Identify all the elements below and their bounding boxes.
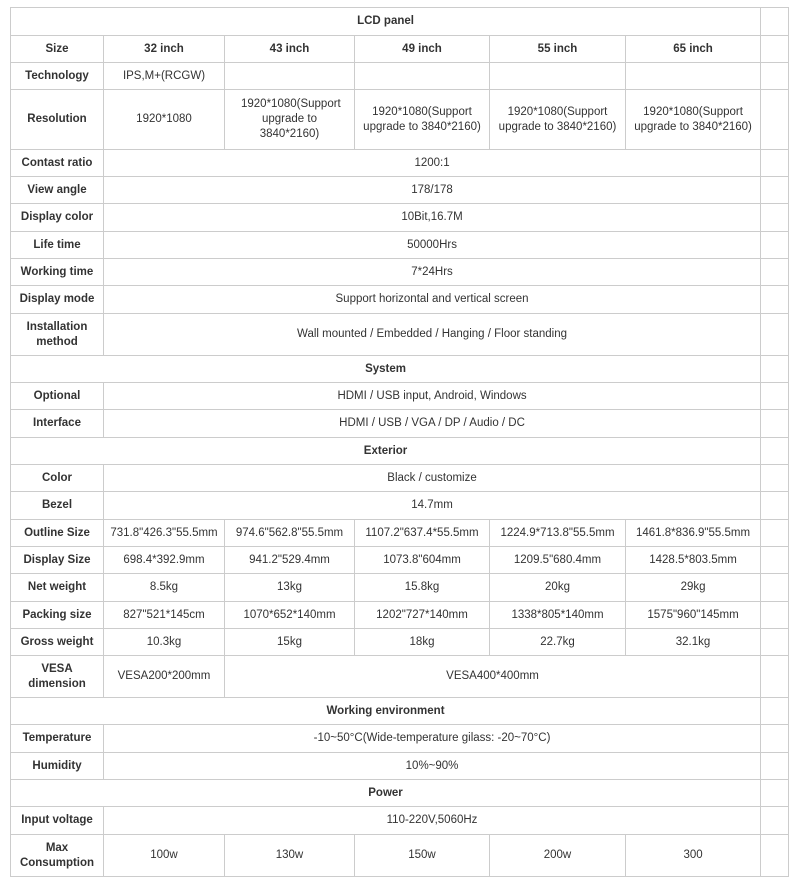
empty-cell [225,63,355,90]
max-consumption-65: 300 [626,835,761,877]
packing-43: 1070*652*140mm [225,602,355,629]
table-row [11,232,789,259]
outline-65: 1461.8*836.9"55.5mm [626,520,761,547]
table-row [11,807,789,835]
row-label-humidity: Humidity [11,753,104,780]
life-time-value: 50000Hrs [104,232,761,259]
display-size-55: 1209.5"680.4mm [490,547,626,574]
packing-49: 1202"727*140mm [355,602,490,629]
net-weight-43: 13kg [225,574,355,602]
section-title-environment: Working environment [11,698,761,725]
empty-cell [761,698,789,725]
size-header-43: 43 inch [225,36,355,63]
display-size-49: 1073.8"604mm [355,547,490,574]
empty-cell [761,150,789,177]
row-label-display-color: Display color [11,204,104,232]
technology-value: IPS,M+(RCGW) [104,63,225,90]
table-row [11,314,789,356]
empty-cell [761,8,789,36]
resolution-55: 1920*1080(Support upgrade to 3840*2160) [490,90,626,150]
empty-cell [761,204,789,232]
table-row [11,753,789,780]
row-label-resolution: Resolution [11,90,104,150]
display-size-43: 941.2"529.4mm [225,547,355,574]
table-row [11,204,789,232]
contrast-value: 1200:1 [104,150,761,177]
max-consumption-49: 150w [355,835,490,877]
max-consumption-32: 100w [104,835,225,877]
empty-cell [761,36,789,63]
table-row [11,63,789,90]
gross-weight-43: 15kg [225,629,355,656]
humidity-value: 10%~90% [104,753,761,780]
table-row [11,835,789,877]
gross-weight-32: 10.3kg [104,629,225,656]
outline-55: 1224.9*713.8"55.5mm [490,520,626,547]
row-label-technology: Technology [11,63,104,90]
table-row [11,90,789,150]
table-row [11,383,789,410]
empty-cell [761,410,789,438]
empty-cell [761,656,789,698]
gross-weight-65: 32.1kg [626,629,761,656]
net-weight-32: 8.5kg [104,574,225,602]
section-header-row [11,780,789,807]
display-mode-value: Support horizontal and vertical screen [104,286,761,314]
empty-cell [761,602,789,629]
section-header-row [11,438,789,465]
net-weight-65: 29kg [626,574,761,602]
table-row [11,150,789,177]
section-header-row [11,8,789,36]
outline-49: 1107.2"637.4*55.5mm [355,520,490,547]
empty-cell [761,465,789,492]
table-row [11,492,789,520]
outline-43: 974.6"562.8"55.5mm [225,520,355,547]
section-header-row [11,698,789,725]
row-label-life-time: Life time [11,232,104,259]
row-label-installation: Installation method [11,314,104,356]
spec-table [10,7,789,877]
net-weight-49: 15.8kg [355,574,490,602]
interface-value: HDMI / USB / VGA / DP / Audio / DC [104,410,761,438]
size-header-65: 65 inch [626,36,761,63]
table-row [11,465,789,492]
empty-cell [761,753,789,780]
packing-65: 1575"960"145mm [626,602,761,629]
resolution-65: 1920*1080(Support upgrade to 3840*2160) [626,90,761,150]
empty-cell [761,629,789,656]
working-time-value: 7*24Hrs [104,259,761,286]
section-title-lcd-panel: LCD panel [11,8,761,36]
row-label-interface: Interface [11,410,104,438]
size-header-32: 32 inch [104,36,225,63]
empty-cell [761,807,789,835]
empty-cell [761,547,789,574]
table-row [11,629,789,656]
row-label-gross-weight: Gross weight [11,629,104,656]
empty-cell [490,63,626,90]
row-label-view-angle: View angle [11,177,104,204]
empty-cell [761,835,789,877]
table-row [11,286,789,314]
empty-cell [761,383,789,410]
section-title-power: Power [11,780,761,807]
installation-value: Wall mounted / Embedded / Hanging / Floor standing [104,314,761,356]
net-weight-55: 20kg [490,574,626,602]
display-size-32: 698.4*392.9mm [104,547,225,574]
empty-cell [761,520,789,547]
row-label-max-consumption: Max Consumption [11,835,104,877]
size-header-49: 49 inch [355,36,490,63]
table-row [11,602,789,629]
table-row [11,547,789,574]
row-label-color: Color [11,465,104,492]
empty-cell [761,90,789,150]
vesa-43-65: VESA400*400mm [225,656,761,698]
size-header-55: 55 inch [490,36,626,63]
empty-cell [761,63,789,90]
empty-cell [761,438,789,465]
bezel-value: 14.7mm [104,492,761,520]
table-row [11,574,789,602]
section-title-system: System [11,356,761,383]
row-label-display-mode: Display mode [11,286,104,314]
empty-cell [761,574,789,602]
max-consumption-43: 130w [225,835,355,877]
packing-32: 827"521*145cm [104,602,225,629]
view-angle-value: 178/178 [104,177,761,204]
empty-cell [761,492,789,520]
display-size-65: 1428.5*803.5mm [626,547,761,574]
color-value: Black / customize [104,465,761,492]
section-title-exterior: Exterior [11,438,761,465]
table-row [11,177,789,204]
table-row [11,520,789,547]
row-label-input-voltage: Input voltage [11,807,104,835]
packing-55: 1338*805*140mm [490,602,626,629]
table-row [11,36,789,63]
vesa-32: VESA200*200mm [104,656,225,698]
table-row [11,656,789,698]
input-voltage-value: 110-220V,5060Hz [104,807,761,835]
optional-value: HDMI / USB input, Android, Windows [104,383,761,410]
empty-cell [626,63,761,90]
row-label-contrast: Contast ratio [11,150,104,177]
empty-cell [355,63,490,90]
empty-cell [761,725,789,753]
gross-weight-55: 22.7kg [490,629,626,656]
empty-cell [761,356,789,383]
resolution-49: 1920*1080(Support upgrade to 3840*2160) [355,90,490,150]
row-label-outline-size: Outline Size [11,520,104,547]
max-consumption-55: 200w [490,835,626,877]
empty-cell [761,780,789,807]
empty-cell [761,286,789,314]
outline-32: 731.8"426.3"55.5mm [104,520,225,547]
row-label-temperature: Temperature [11,725,104,753]
table-row [11,259,789,286]
temperature-value: -10~50°C(Wide-temperature gilass: -20~70°C) [104,725,761,753]
resolution-43: 1920*1080(Support upgrade to 3840*2160) [225,90,355,150]
empty-cell [761,314,789,356]
empty-cell [761,259,789,286]
resolution-32: 1920*1080 [104,90,225,150]
row-label-packing-size: Packing size [11,602,104,629]
table-row [11,725,789,753]
empty-cell [761,177,789,204]
section-header-row [11,356,789,383]
row-label-net-weight: Net weight [11,574,104,602]
row-label-bezel: Bezel [11,492,104,520]
table-row [11,410,789,438]
row-label-size: Size [11,36,104,63]
row-label-vesa: VESA dimension [11,656,104,698]
empty-cell [761,232,789,259]
display-color-value: 10Bit,16.7M [104,204,761,232]
row-label-optional: Optional [11,383,104,410]
row-label-working-time: Working time [11,259,104,286]
row-label-display-size: Display Size [11,547,104,574]
gross-weight-49: 18kg [355,629,490,656]
